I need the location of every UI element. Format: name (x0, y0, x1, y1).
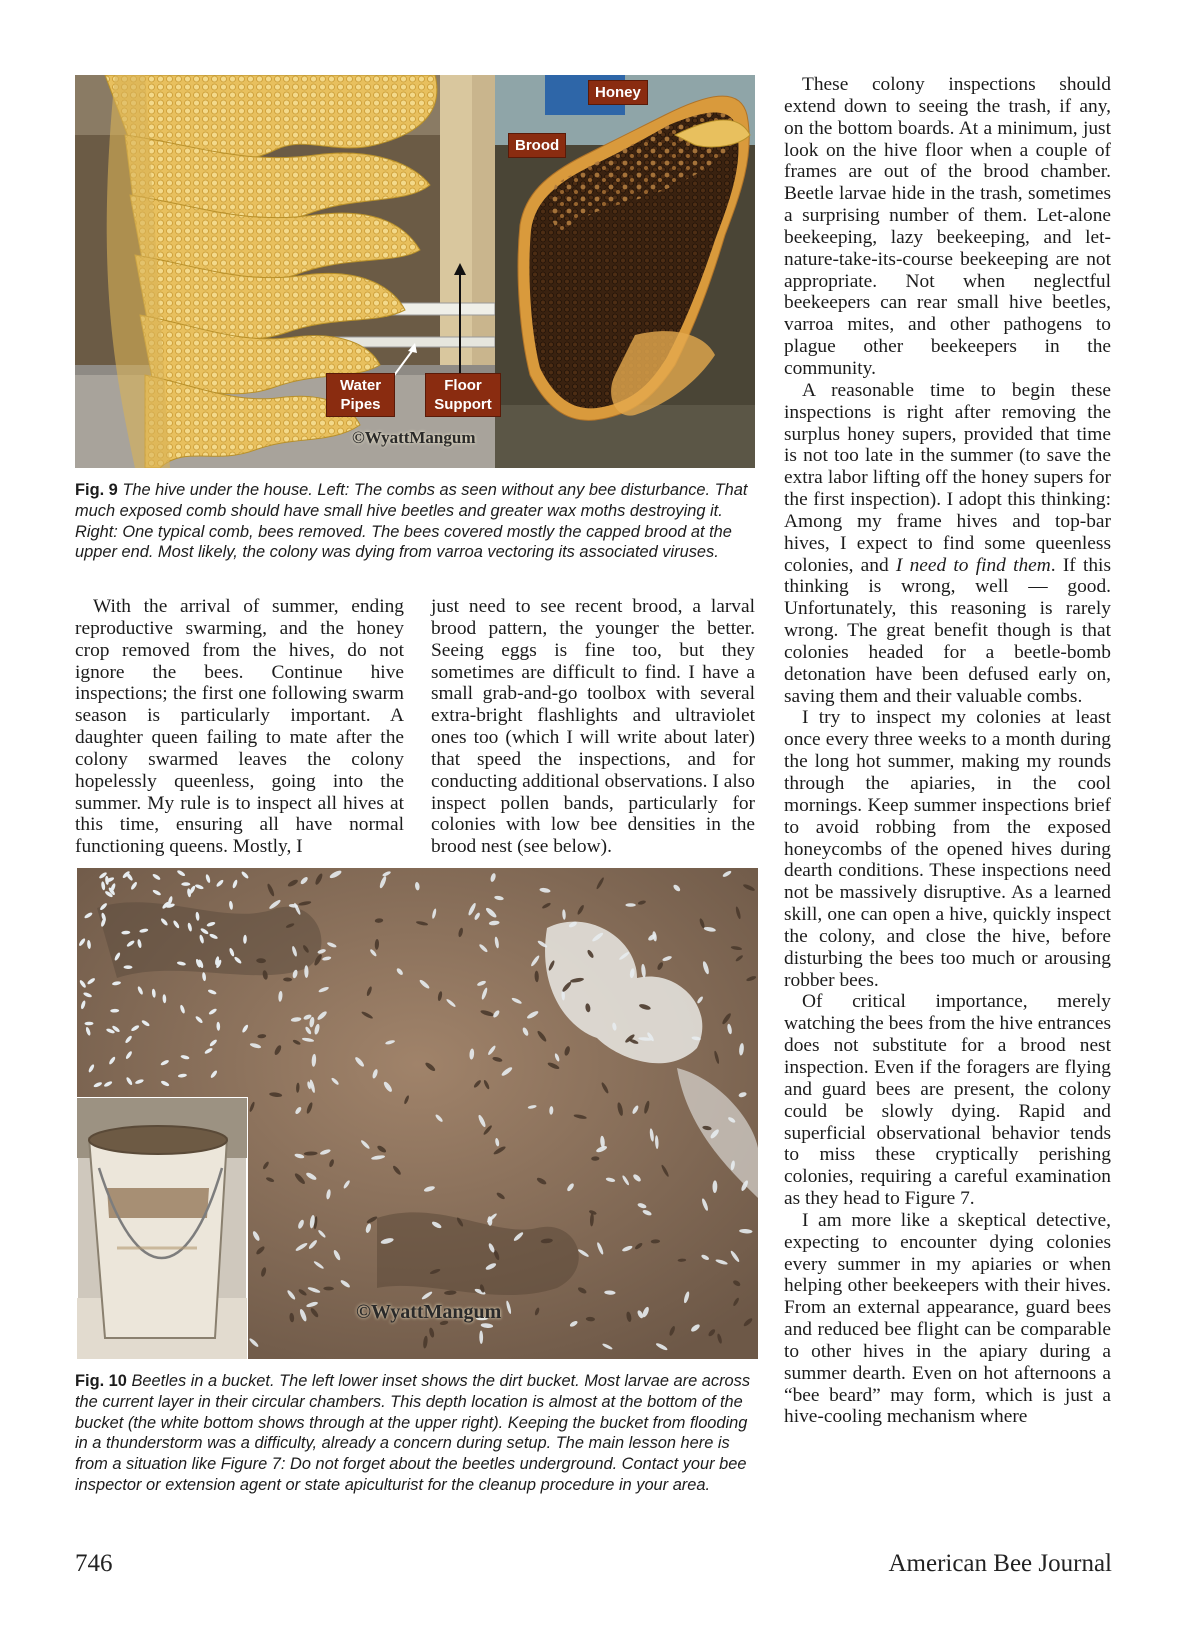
middle-column-paragraph: just need to see recent brood, a larval brood pattern, the younger the better. Seeing eggs is fine too, but they sometimes are difficult to find. I have a small grab-and-go toolbox with several extra-bright flashlights and ultraviolet ones too (which I will write about later) that speed the inspections, and for conducting additional observations. I also inspect pollen bands, particularly for colonies with low bee densities in the brood nest (see below). (431, 596, 755, 858)
left-column-text (75, 596, 404, 858)
right-column-paragraph-2-start: A reasonable time to begin these inspections is right after removing the surplus honey supers, provided that time is not too late in the summer (to save the extra labor lifting off the honey supers for the first inspection). I adopt this thinking: Among my frame hives and top-bar hives, I expect to find some queenless colonies, and (784, 379, 1111, 576)
brood-label: Brood (508, 133, 566, 158)
right-column-paragraph-2 (784, 380, 1111, 708)
figure-10-watermark: ©WyattMangum (356, 1301, 502, 1323)
right-column-paragraph-3: I try to inspect my colonies at least once every three weeks to a month during the long hot summer, making my rounds through the apiaries, in the cool mornings. Keep summer inspections brief to avoid robbing from the exposed honeycombs of the opened hives during dearth conditions. These inspections need not be massively disruptive. As a learned skill, one can open a hive, quickly inspect the colony, and close the hive, before disturbing the bees too much or arousing robber bees. (784, 707, 1111, 991)
figure-9-watermark: ©WyattMangum (352, 428, 476, 447)
figure-9-caption-label: Fig. 9 (75, 481, 118, 499)
right-column-text (784, 74, 1111, 1428)
figure-10-photo (77, 868, 758, 1359)
figure-9-photo (75, 75, 755, 468)
figure-9-caption-text: The hive under the house. Left: The combs as seen without any bee disturbance. That much exposed comb should have small hive beetles and greater wax moths destroying it. Right: One typical comb, bees removed. The bees covered mostly the capped brood at the upper end. Most likely, the colony was dying from varroa vectoring its associated viruses. (75, 481, 748, 562)
figure-10-caption-text: Beetles in a bucket. The left lower inset shows the dirt bucket. Most larvae are across the current layer in their circular chambers. This depth location is almost at the bottom of the bucket (the white bottom shows through at the upper right). Keeping the bucket from flooding in a thunderstorm was a difficulty, already a concern during setup. The main lesson here is from a situation like Figure 7: Do not forget about the beetles underground. Contact your bee inspector or extension agent or state apiculturist for the cleanup procedure in your area. (75, 1372, 751, 1494)
honey-label: Honey (588, 80, 648, 105)
figure-10-caption-label: Fig. 10 (75, 1372, 127, 1390)
journal-name: American Bee Journal (888, 1550, 1112, 1577)
middle-column-text (431, 596, 755, 858)
figure-10-illustration (77, 868, 758, 1359)
water-pipes-label: Water Pipes (326, 373, 395, 417)
figure-10-caption (75, 1371, 758, 1496)
emphasis-need-to-find: I need to find them (895, 554, 1051, 576)
right-column-paragraph-2-end: . If this thinking is wrong, well — good. Unfortunately, this reasoning is rarely wrong. The great benefit though is that colonies headed for a beetle-bomb detonation have been defused early on, saving them and their valuable combs. (784, 554, 1111, 707)
floor-support-label: Floor Support (425, 373, 501, 417)
figure-9-caption (75, 480, 755, 563)
right-column-paragraph-4: Of critical importance, merely watching the bees from the hive entrances does not substitute for a brood nest inspection. Even if the foragers are flying and guard bees are present, the colony could be slowly dying. Rapid and superficial observational behavior tends to miss these cryptically perishing colonies, requiring a careful examination as they head to Figure 7. (784, 991, 1111, 1210)
right-column-paragraph-5: I am more like a skeptical detective, expecting to encounter dying colonies every summer in my apiaries or when helping other beekeepers with their hives. From an external appearance, guard bees and reduced bee flight can be comparable to other hives in the apiary during a summer dearth. Even on hot afternoons a “bee beard” may form, which is just a hive-cooling mechanism where (784, 1209, 1111, 1428)
figure-9-illustration (75, 75, 755, 468)
right-column-paragraph-1: These colony inspections should extend down to seeing the trash, if any, on the bottom boards. At a minimum, just look on the hive floor when a couple of frames are out of the brood chamber. Beetle larvae hide in the trash, sometimes a surprising number of them. Let-alone beekeeping, lazy beekeeping, and let-nature-take-its-course beekeeping are not appropriate. Not when neglectful beekeepers can rear small hive beetles, varroa mites, and other pathogens to plague other beekeepers in the community. (784, 74, 1111, 379)
left-column-paragraph: With the arrival of summer, ending reproductive swarming, and the honey crop removed from the hives, do not ignore the bees. Continue hive inspections; the first one following swarm season is particularly important. A daughter queen failing to mate after the colony swarmed leaves the colony hopelessly queenless, going into the summer. My rule is to inspect all hives at this time, ensuring all have normal functioning queens. Mostly, I (75, 596, 404, 858)
page-number: 746 (75, 1550, 113, 1577)
